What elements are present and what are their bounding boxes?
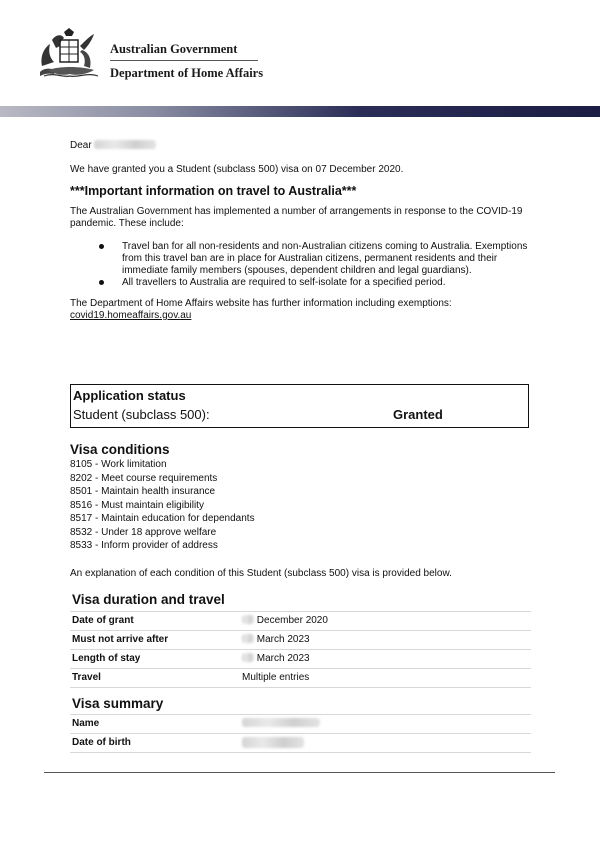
salutation: Dear [70, 140, 92, 151]
row-label: Must not arrive after [72, 634, 169, 645]
letterhead [0, 0, 600, 106]
travel-bullets [70, 241, 530, 289]
redacted-day [242, 653, 254, 662]
redacted-date-of-birth [242, 737, 304, 748]
row-label: Name [72, 718, 100, 729]
redacted-day [242, 634, 254, 643]
letter-body [70, 140, 530, 322]
header-band [0, 106, 600, 117]
coat-of-arms-icon [34, 26, 106, 82]
visa-duration-title: Visa duration and travel [72, 592, 225, 607]
application-status-title: Application status [73, 388, 186, 403]
header-divider [110, 60, 258, 61]
visa-conditions-list [70, 458, 255, 553]
government-name: Australian Government [110, 42, 238, 56]
row-value: March 2023 [242, 653, 310, 664]
visa-summary-table [70, 714, 531, 753]
redacted-day [242, 615, 254, 624]
footer-divider [44, 772, 555, 773]
department-name: Department of Home Affairs [110, 66, 264, 80]
table-row [70, 734, 531, 753]
row-label: Date of birth [72, 737, 131, 748]
important-heading: ***Important information on travel to Australia*** [70, 184, 357, 198]
table-row [70, 650, 531, 669]
row-value: December 2020 [242, 615, 328, 626]
row-value: March 2023 [242, 634, 310, 645]
visa-conditions-title: Visa conditions [70, 442, 170, 457]
table-row [70, 669, 531, 688]
bullet-icon [99, 244, 104, 249]
list-item: 8517 - Maintain education for dependants [70, 513, 255, 524]
row-label: Date of grant [72, 615, 134, 626]
redacted-name [94, 140, 156, 149]
list-item: 8202 - Meet course requirements [70, 472, 218, 484]
website-text: The Department of Home Affairs website has further information including exemptions: [70, 298, 452, 309]
intro-paragraph: The Australian Government has implemented a number of arrangements in response to the COVID-19 pandemic. These include: [70, 206, 523, 229]
redacted-name [242, 718, 320, 727]
list-item: 8533 - Inform provider of address [70, 540, 218, 551]
table-row [70, 631, 531, 650]
row-label: Travel [72, 672, 101, 683]
list-item: All travellers to Australia are required to self-isolate for a specified period. [70, 277, 530, 289]
row-value [242, 737, 304, 750]
table-row [70, 714, 531, 734]
list-item: 8532 - Under 18 approve welfare [70, 526, 217, 538]
row-value [242, 718, 320, 729]
grant-sentence: We have granted you a Student (subclass 500) visa on 07 December 2020. [70, 164, 404, 175]
conditions-explanation: An explanation of each condition of this Student (subclass 500) visa is provided below. [70, 568, 452, 579]
visa-summary-title: Visa summary [72, 696, 164, 711]
row-value: Multiple entries [242, 672, 310, 683]
application-status-box [70, 384, 529, 428]
list-item: 8501 - Maintain health insurance [70, 486, 216, 497]
row-label: Length of stay [72, 653, 141, 664]
visa-type-label: Student (subclass 500): [73, 407, 210, 422]
list-item: 8516 - Must maintain eligibility [70, 499, 204, 511]
salutation-line [70, 140, 530, 152]
list-item: Travel ban for all non-residents and non-Australian citizens coming to Australia. Exemptions from this travel ban are in place for Australian citizens, permanent residents and their immediate family members (spouses, dependent children and legal guardians). [70, 241, 530, 277]
covid-website-link[interactable]: covid19.homeaffairs.gov.au [70, 310, 192, 321]
visa-duration-table [70, 611, 531, 688]
bullet-icon [99, 280, 104, 285]
status-badge: Granted [393, 407, 443, 422]
table-row [70, 611, 531, 631]
list-item: 8105 - Work limitation [70, 459, 167, 470]
